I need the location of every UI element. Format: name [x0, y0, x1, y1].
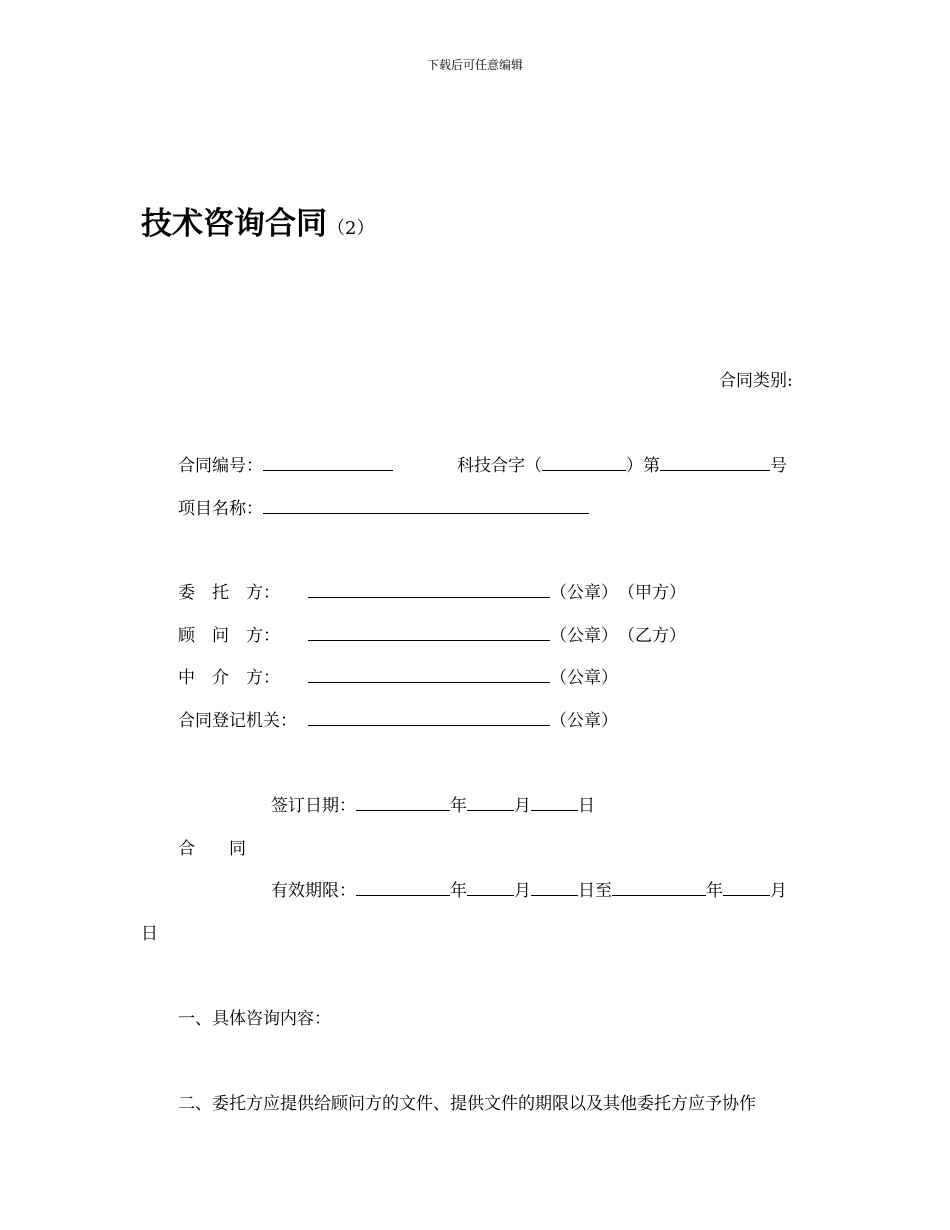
validity-end-year-blank	[612, 894, 706, 896]
validity-row	[271, 876, 787, 901]
client-blank	[308, 596, 550, 598]
title-main: 技术咨询合同	[141, 206, 327, 242]
section-2-heading: 二、委托方应提供给顾问方的文件、提供文件的期限以及其他委托方应予协作	[178, 1094, 756, 1114]
intermediary-seal: （公章）	[550, 668, 618, 688]
validity-start-year-blank	[356, 894, 450, 896]
tech-code-row	[457, 451, 787, 476]
validity-day-to: 日至	[578, 881, 612, 901]
tech-code-year-blank	[542, 469, 626, 471]
signing-date-label: 签订日期：	[271, 796, 356, 816]
client-seal: （公章）	[550, 583, 610, 603]
signing-year-blank	[356, 809, 450, 811]
validity-start-month-blank	[467, 894, 514, 896]
project-name-blank	[263, 512, 589, 514]
consultant-seal: （公章）	[550, 626, 610, 646]
project-name-label: 项目名称：	[178, 499, 263, 519]
validity-label: 有效期限：	[271, 881, 356, 901]
validity-start-month-unit: 月	[514, 881, 531, 901]
header-note: 下载后可任意编辑	[426, 58, 523, 72]
registration-blank	[308, 724, 550, 726]
contract-number-row	[178, 451, 393, 476]
client-row	[308, 578, 686, 603]
contract-label: 合 同	[178, 839, 246, 859]
section-1-heading: 一、具体咨询内容：	[178, 1009, 331, 1029]
validity-start-year-unit: 年	[450, 881, 467, 901]
tech-code-middle: ）第	[626, 456, 660, 476]
signing-month-unit: 月	[514, 796, 531, 816]
party-b-label: （乙方）	[626, 626, 686, 646]
registration-label: 合同登记机关：	[178, 711, 297, 731]
client-label: 委 托 方：	[178, 583, 280, 603]
title-suffix: （2）	[327, 218, 375, 239]
validity-start-day-blank	[531, 894, 578, 896]
party-a-label: （甲方）	[626, 583, 686, 603]
tech-code-suffix: 号	[770, 456, 787, 476]
consultant-row	[308, 621, 686, 646]
intermediary-blank	[308, 681, 550, 683]
validity-end-month-blank	[723, 894, 770, 896]
consultant-label: 顾 问 方：	[178, 626, 280, 646]
document-title	[141, 198, 374, 243]
registration-row	[308, 706, 618, 731]
contract-number-label: 合同编号：	[178, 456, 263, 476]
signing-day-blank	[531, 809, 578, 811]
tech-code-number-blank	[660, 469, 770, 471]
intermediary-row	[308, 663, 618, 688]
tech-code-prefix: 科技合字（	[457, 456, 542, 476]
signing-year-unit: 年	[450, 796, 467, 816]
signing-day-unit: 日	[578, 796, 595, 816]
registration-seal: （公章）	[550, 711, 618, 731]
consultant-blank	[308, 639, 550, 641]
signing-date-row	[271, 791, 595, 816]
signing-month-blank	[467, 809, 514, 811]
validity-end-day-unit: 日	[141, 924, 158, 944]
contract-category-label: 合同类别:	[719, 371, 793, 391]
validity-end-month-unit: 月	[770, 881, 787, 901]
intermediary-label: 中 介 方：	[178, 668, 280, 688]
contract-number-blank	[263, 469, 393, 471]
validity-end-year-unit: 年	[706, 881, 723, 901]
project-name-row	[178, 494, 589, 519]
